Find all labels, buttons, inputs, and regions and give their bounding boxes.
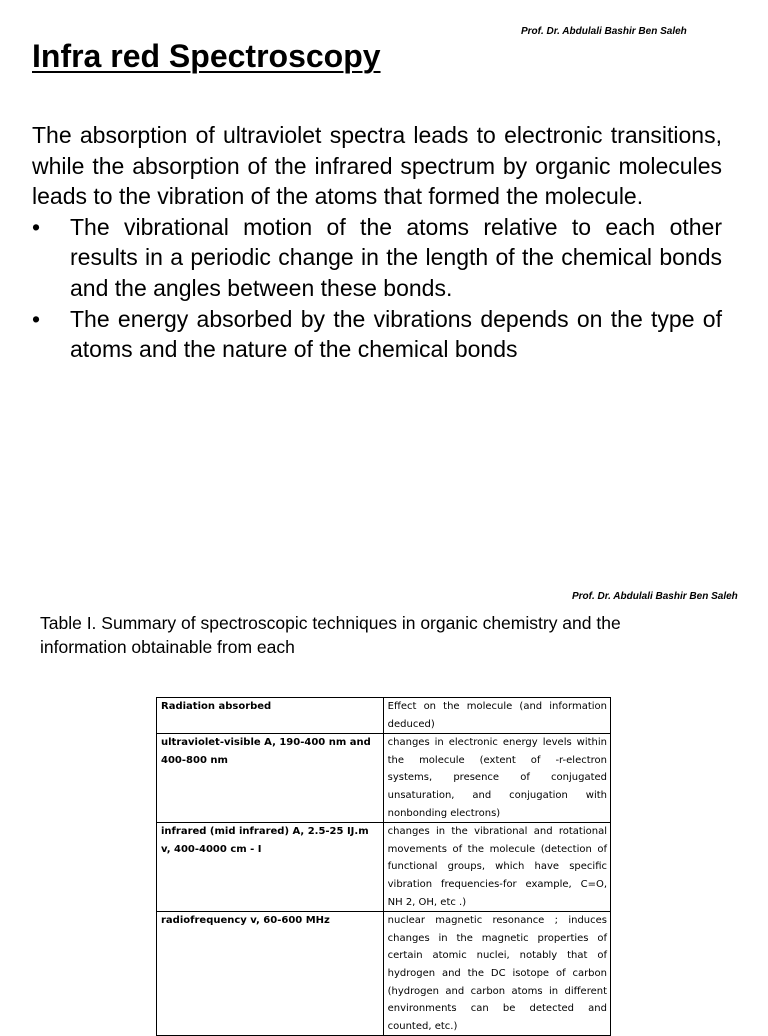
table-caption: Table I. Summary of spectroscopic techniques in organic chemistry and the information obtainable from each: [40, 613, 621, 657]
header-radiation-absorbed: Radiation absorbed: [157, 698, 384, 734]
table-cell-radiation: infrared (mid infrared) A, 2.5-25 IJ.m v, 400-4000 cm - I: [157, 823, 384, 912]
table-cell-radiation: radiofrequency v, 60-600 MHz: [157, 912, 384, 1036]
table-cell-effect: nuclear magnetic resonance ; induces changes in the magnetic properties of certain atomic nuclei, notably that of hydrogen and the DC isotope of carbon (hydrogen and carbon atoms in different environments can be detected and counted, etc.): [383, 912, 610, 1036]
table-row: [157, 734, 611, 823]
author-credit: Prof. Dr. Abdulali Bashir Ben Saleh: [521, 26, 687, 37]
table-row: [157, 912, 611, 1036]
slide-spectroscopy-table: [0, 560, 768, 1032]
slide-title: Infra red Spectroscopy: [32, 38, 381, 74]
table-header-row: [157, 698, 611, 734]
spectroscopy-summary-table: [156, 697, 611, 1036]
bullet-item: [32, 212, 722, 304]
bullet-text: The energy absorbed by the vibrations depends on the type of atoms and the nature of the chemical bonds: [70, 305, 722, 363]
table-cell-effect: changes in the vibrational and rotational movements of the molecule (detection of functional groups, which have specific vibration frequencies-for example, C=O, NH 2, OH, etc .): [383, 823, 610, 912]
table-row: [157, 823, 611, 912]
intro-paragraph: The absorption of ultraviolet spectra leads to electronic transitions, while the absorption of the infrared spectrum by organic molecules leads to the vibration of the atoms that formed the molecule.: [32, 122, 722, 210]
table-cell-radiation: ultraviolet-visible A, 190-400 nm and 400-800 nm: [157, 734, 384, 823]
author-credit: Prof. Dr. Abdulali Bashir Ben Saleh: [572, 591, 738, 602]
header-effect-on-molecule: Effect on the molecule (and information deduced): [383, 698, 610, 734]
slide-body: [32, 120, 722, 365]
bullet-item: [32, 304, 722, 365]
bullet-marker: •: [32, 305, 41, 332]
bullet-text: The vibrational motion of the atoms relative to each other results in a periodic change in the length of the chemical bonds and the angles between these bonds.: [70, 213, 722, 301]
bullet-list: [32, 212, 722, 365]
bullet-marker: •: [32, 213, 41, 240]
table-cell-effect: changes in electronic energy levels within the molecule (extent of -r-electron systems, presence of conjugated unsaturation, and conjugation with nonbonding electrons): [383, 734, 610, 823]
